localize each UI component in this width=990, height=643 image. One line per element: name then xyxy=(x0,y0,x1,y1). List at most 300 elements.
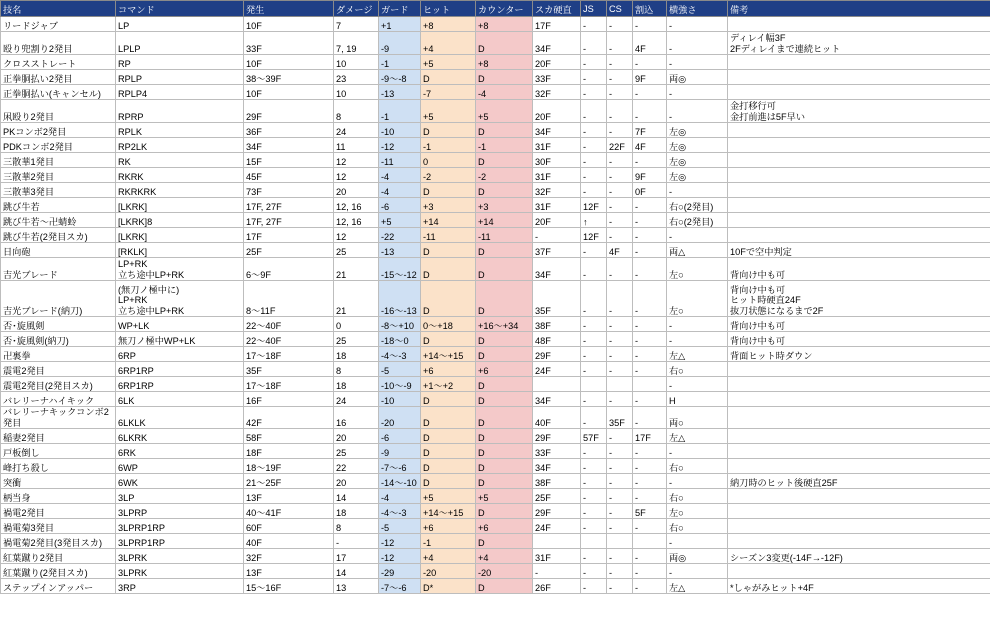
counter-cell: D xyxy=(476,459,533,474)
startup-cell: 15～16F xyxy=(244,579,334,594)
whiff-recovery-cell xyxy=(533,377,581,392)
cs-cell: - xyxy=(607,549,633,564)
counter-cell: D xyxy=(476,281,533,317)
column-header: ガード xyxy=(379,1,421,17)
table-row xyxy=(1,347,990,362)
js-cell: 12F xyxy=(581,228,607,243)
move-name-cell: 跳び牛若 xyxy=(1,198,116,213)
table-row xyxy=(1,168,990,183)
command-cell: RK xyxy=(116,153,244,168)
counter-cell: -2 xyxy=(476,168,533,183)
interrupt-cell: - xyxy=(633,17,667,32)
hit-cell: -2 xyxy=(421,168,476,183)
damage-cell: 25 xyxy=(334,444,379,459)
cs-cell: - xyxy=(607,347,633,362)
guard-cell: -14～-10 xyxy=(379,474,421,489)
cs-cell: - xyxy=(607,317,633,332)
js-cell xyxy=(581,377,607,392)
lateral-cell: - xyxy=(667,534,728,549)
table-row xyxy=(1,55,990,70)
hit-cell: D xyxy=(421,243,476,258)
cs-cell xyxy=(607,534,633,549)
js-cell: - xyxy=(581,519,607,534)
js-cell: - xyxy=(581,85,607,100)
counter-cell: D xyxy=(476,123,533,138)
lateral-cell: - xyxy=(667,17,728,32)
damage-cell: 20 xyxy=(334,474,379,489)
js-cell: - xyxy=(581,362,607,377)
move-name-cell: 紅葉蹴り(2発目スカ) xyxy=(1,564,116,579)
move-name-cell: 跳び牛若～卍蜻蛉 xyxy=(1,213,116,228)
cs-cell: - xyxy=(607,123,633,138)
table-row xyxy=(1,549,990,564)
cs-cell: - xyxy=(607,258,633,281)
notes-cell xyxy=(728,17,990,32)
guard-cell: -5 xyxy=(379,519,421,534)
guard-cell: -6 xyxy=(379,429,421,444)
guard-cell: -29 xyxy=(379,564,421,579)
counter-cell: D xyxy=(476,579,533,594)
table-row xyxy=(1,258,990,281)
whiff-recovery-cell: 38F xyxy=(533,317,581,332)
damage-cell: 20 xyxy=(334,183,379,198)
move-name-cell: 吉光ブレード(納刀) xyxy=(1,281,116,317)
damage-cell: - xyxy=(334,534,379,549)
interrupt-cell: - xyxy=(633,347,667,362)
notes-cell xyxy=(728,489,990,504)
notes-cell xyxy=(728,392,990,407)
damage-cell: 25 xyxy=(334,243,379,258)
hit-cell: D xyxy=(421,392,476,407)
guard-cell: -5 xyxy=(379,362,421,377)
guard-cell: -7～-6 xyxy=(379,579,421,594)
counter-cell: -20 xyxy=(476,564,533,579)
notes-cell: 背面ヒット時ダウン xyxy=(728,347,990,362)
command-cell: RKRKRK xyxy=(116,183,244,198)
table-row xyxy=(1,564,990,579)
startup-cell: 18F xyxy=(244,444,334,459)
lateral-cell: 左◎ xyxy=(667,123,728,138)
table-row xyxy=(1,213,990,228)
lateral-cell: 左△ xyxy=(667,347,728,362)
js-cell: - xyxy=(581,317,607,332)
cs-cell: - xyxy=(607,489,633,504)
command-cell: 6WK xyxy=(116,474,244,489)
command-cell: RPRP xyxy=(116,100,244,123)
interrupt-cell: 9F xyxy=(633,168,667,183)
table-row xyxy=(1,332,990,347)
js-cell: - xyxy=(581,549,607,564)
whiff-recovery-cell: 34F xyxy=(533,392,581,407)
js-cell: - xyxy=(581,407,607,429)
hit-cell: D xyxy=(421,474,476,489)
startup-cell: 40～41F xyxy=(244,504,334,519)
whiff-recovery-cell: 20F xyxy=(533,100,581,123)
lateral-cell: 右○ xyxy=(667,519,728,534)
whiff-recovery-cell: 37F xyxy=(533,243,581,258)
damage-cell: 18 xyxy=(334,504,379,519)
command-cell: 3RP xyxy=(116,579,244,594)
damage-cell: 10 xyxy=(334,85,379,100)
damage-cell: 12 xyxy=(334,153,379,168)
move-name-cell: 正拳胴払い(キャンセル) xyxy=(1,85,116,100)
hit-cell: +6 xyxy=(421,519,476,534)
guard-cell: -10～-9 xyxy=(379,377,421,392)
notes-cell: 背向け中も可 xyxy=(728,317,990,332)
guard-cell: -9 xyxy=(379,32,421,55)
command-cell: 3LP xyxy=(116,489,244,504)
lateral-cell: 右○(2発目) xyxy=(667,213,728,228)
startup-cell: 22～40F xyxy=(244,317,334,332)
interrupt-cell: - xyxy=(633,362,667,377)
js-cell: 12F xyxy=(581,198,607,213)
startup-cell: 18～19F xyxy=(244,459,334,474)
hit-cell: D xyxy=(421,70,476,85)
table-row xyxy=(1,534,990,549)
damage-cell: 7, 19 xyxy=(334,32,379,55)
move-name-cell: 凩殴り2発目 xyxy=(1,100,116,123)
hit-cell: -20 xyxy=(421,564,476,579)
hit-cell: +4 xyxy=(421,549,476,564)
command-cell: 3LPRP xyxy=(116,504,244,519)
notes-cell xyxy=(728,138,990,153)
whiff-recovery-cell: 34F xyxy=(533,258,581,281)
hit-cell: D xyxy=(421,429,476,444)
cs-cell: - xyxy=(607,183,633,198)
notes-cell: ディレイ幅3F 2Fディレイまで連続ヒット xyxy=(728,32,990,55)
js-cell: - xyxy=(581,332,607,347)
notes-cell: 背向け中も可 xyxy=(728,332,990,347)
cs-cell: - xyxy=(607,332,633,347)
move-name-cell: ステップインアッパー xyxy=(1,579,116,594)
hit-cell: -1 xyxy=(421,534,476,549)
whiff-recovery-cell: - xyxy=(533,564,581,579)
table-row xyxy=(1,317,990,332)
damage-cell: 12, 16 xyxy=(334,213,379,228)
guard-cell: -16～-13 xyxy=(379,281,421,317)
table-row xyxy=(1,32,990,55)
guard-cell: -12 xyxy=(379,534,421,549)
guard-cell: -11 xyxy=(379,153,421,168)
hit-cell: -11 xyxy=(421,228,476,243)
js-cell: - xyxy=(581,100,607,123)
startup-cell: 10F xyxy=(244,55,334,70)
cs-cell: 22F xyxy=(607,138,633,153)
startup-cell: 17～18F xyxy=(244,347,334,362)
js-cell: - xyxy=(581,55,607,70)
command-cell: 6LKLK xyxy=(116,407,244,429)
js-cell: - xyxy=(581,347,607,362)
move-name-cell: 正拳胴払い2発目 xyxy=(1,70,116,85)
counter-cell: -1 xyxy=(476,138,533,153)
interrupt-cell: - xyxy=(633,85,667,100)
column-header: JS xyxy=(581,1,607,17)
lateral-cell: - xyxy=(667,474,728,489)
counter-cell: -4 xyxy=(476,85,533,100)
guard-cell: -6 xyxy=(379,198,421,213)
notes-cell: 背向け中も可 xyxy=(728,258,990,281)
cs-cell: - xyxy=(607,444,633,459)
counter-cell: D xyxy=(476,392,533,407)
damage-cell: 18 xyxy=(334,377,379,392)
whiff-recovery-cell: 33F xyxy=(533,444,581,459)
hit-cell: +4 xyxy=(421,32,476,55)
move-name-cell: 否･旋風剣 xyxy=(1,317,116,332)
guard-cell: -13 xyxy=(379,85,421,100)
table-row xyxy=(1,17,990,32)
column-header: CS xyxy=(607,1,633,17)
command-cell: (無刀ノ極中に) LP+RK 立ち途中LP+RK xyxy=(116,281,244,317)
startup-cell: 21～25F xyxy=(244,474,334,489)
move-name-cell: クロスストレート xyxy=(1,55,116,70)
startup-cell: 10F xyxy=(244,85,334,100)
whiff-recovery-cell: 24F xyxy=(533,362,581,377)
interrupt-cell: - xyxy=(633,258,667,281)
damage-cell: 7 xyxy=(334,17,379,32)
damage-cell: 22 xyxy=(334,459,379,474)
hit-cell: D xyxy=(421,407,476,429)
hit-cell: 0 xyxy=(421,153,476,168)
notes-cell xyxy=(728,377,990,392)
notes-cell xyxy=(728,55,990,70)
table-row xyxy=(1,138,990,153)
whiff-recovery-cell: 35F xyxy=(533,281,581,317)
damage-cell: 13 xyxy=(334,579,379,594)
guard-cell: -4 xyxy=(379,168,421,183)
damage-cell: 12 xyxy=(334,168,379,183)
whiff-recovery-cell: 32F xyxy=(533,85,581,100)
cs-cell: - xyxy=(607,429,633,444)
cs-cell: - xyxy=(607,198,633,213)
notes-cell xyxy=(728,504,990,519)
damage-cell: 24 xyxy=(334,123,379,138)
lateral-cell: 左△ xyxy=(667,429,728,444)
command-cell: 6LKRK xyxy=(116,429,244,444)
startup-cell: 34F xyxy=(244,138,334,153)
startup-cell: 8～11F xyxy=(244,281,334,317)
js-cell: - xyxy=(581,258,607,281)
whiff-recovery-cell: 30F xyxy=(533,153,581,168)
damage-cell: 21 xyxy=(334,258,379,281)
hit-cell: 0～+18 xyxy=(421,317,476,332)
table-row xyxy=(1,519,990,534)
cs-cell: - xyxy=(607,100,633,123)
hit-cell: +1～+2 xyxy=(421,377,476,392)
hit-cell: D xyxy=(421,281,476,317)
command-cell: RP2LK xyxy=(116,138,244,153)
whiff-recovery-cell: 33F xyxy=(533,70,581,85)
interrupt-cell: - xyxy=(633,243,667,258)
hit-cell: D xyxy=(421,258,476,281)
startup-cell: 16F xyxy=(244,392,334,407)
startup-cell: 6～9F xyxy=(244,258,334,281)
lateral-cell: - xyxy=(667,100,728,123)
table-row xyxy=(1,429,990,444)
counter-cell: D xyxy=(476,243,533,258)
lateral-cell: 左○ xyxy=(667,504,728,519)
interrupt-cell: 4F xyxy=(633,138,667,153)
header-row xyxy=(1,1,990,17)
guard-cell: -7～-6 xyxy=(379,459,421,474)
move-name-cell: 震電2発目 xyxy=(1,362,116,377)
command-cell: [RKLK] xyxy=(116,243,244,258)
whiff-recovery-cell: 20F xyxy=(533,55,581,70)
command-cell: 無刀ノ極中WP+LK xyxy=(116,332,244,347)
command-cell: RKRK xyxy=(116,168,244,183)
js-cell: - xyxy=(581,70,607,85)
lateral-cell: 右○ xyxy=(667,489,728,504)
startup-cell: 17F xyxy=(244,228,334,243)
cs-cell: - xyxy=(607,70,633,85)
damage-cell: 16 xyxy=(334,407,379,429)
damage-cell: 20 xyxy=(334,429,379,444)
guard-cell: -13 xyxy=(379,243,421,258)
interrupt-cell: - xyxy=(633,281,667,317)
whiff-recovery-cell: 34F xyxy=(533,32,581,55)
hit-cell: D xyxy=(421,183,476,198)
cs-cell: - xyxy=(607,228,633,243)
column-header: ヒット xyxy=(421,1,476,17)
startup-cell: 36F xyxy=(244,123,334,138)
guard-cell: -15～-12 xyxy=(379,258,421,281)
startup-cell: 10F xyxy=(244,17,334,32)
counter-cell: D xyxy=(476,377,533,392)
table-row xyxy=(1,123,990,138)
lateral-cell: 右○ xyxy=(667,459,728,474)
js-cell: - xyxy=(581,32,607,55)
counter-cell: +8 xyxy=(476,55,533,70)
move-name-cell: 三散華3発目 xyxy=(1,183,116,198)
move-name-cell: 禍電菊2発目(3発目スカ) xyxy=(1,534,116,549)
lateral-cell: 両◎ xyxy=(667,549,728,564)
command-cell: 6WP xyxy=(116,459,244,474)
guard-cell: -4～-3 xyxy=(379,504,421,519)
table-row xyxy=(1,474,990,489)
table-row xyxy=(1,153,990,168)
notes-cell xyxy=(728,362,990,377)
interrupt-cell: 7F xyxy=(633,123,667,138)
guard-cell: -9 xyxy=(379,444,421,459)
startup-cell: 17F, 27F xyxy=(244,213,334,228)
notes-cell xyxy=(728,519,990,534)
interrupt-cell xyxy=(633,534,667,549)
hit-cell: +8 xyxy=(421,17,476,32)
notes-cell: シーズン3変更(-14F→-12F) xyxy=(728,549,990,564)
cs-cell: - xyxy=(607,153,633,168)
interrupt-cell xyxy=(633,377,667,392)
guard-cell: -22 xyxy=(379,228,421,243)
command-cell: RPLP xyxy=(116,70,244,85)
command-cell: LPLP xyxy=(116,32,244,55)
whiff-recovery-cell: 34F xyxy=(533,123,581,138)
hit-cell: +6 xyxy=(421,362,476,377)
hit-cell: +3 xyxy=(421,198,476,213)
damage-cell: 24 xyxy=(334,392,379,407)
table-row xyxy=(1,579,990,594)
counter-cell: D xyxy=(476,347,533,362)
counter-cell: -11 xyxy=(476,228,533,243)
table-row xyxy=(1,392,990,407)
startup-cell: 58F xyxy=(244,429,334,444)
startup-cell: 60F xyxy=(244,519,334,534)
damage-cell: 14 xyxy=(334,489,379,504)
guard-cell: -12 xyxy=(379,138,421,153)
interrupt-cell: 9F xyxy=(633,70,667,85)
interrupt-cell: - xyxy=(633,228,667,243)
column-header: スカ硬直 xyxy=(533,1,581,17)
damage-cell: 23 xyxy=(334,70,379,85)
lateral-cell: - xyxy=(667,444,728,459)
move-name-cell: 震電2発目(2発目スカ) xyxy=(1,377,116,392)
notes-cell: *しゃがみヒット+4F xyxy=(728,579,990,594)
command-cell: 6RK xyxy=(116,444,244,459)
notes-cell: 金打移行可 金打前進は5F早い xyxy=(728,100,990,123)
lateral-cell: 左◎ xyxy=(667,153,728,168)
move-name-cell: 紅葉蹴り2発目 xyxy=(1,549,116,564)
table-body xyxy=(1,17,990,594)
hit-cell: D* xyxy=(421,579,476,594)
interrupt-cell: 0F xyxy=(633,183,667,198)
cs-cell: 35F xyxy=(607,407,633,429)
lateral-cell: 右○(2発目) xyxy=(667,198,728,213)
interrupt-cell: - xyxy=(633,549,667,564)
cs-cell: - xyxy=(607,504,633,519)
guard-cell: -9～-8 xyxy=(379,70,421,85)
js-cell: - xyxy=(581,444,607,459)
damage-cell: 17 xyxy=(334,549,379,564)
lateral-cell: - xyxy=(667,55,728,70)
startup-cell: 33F xyxy=(244,32,334,55)
whiff-recovery-cell: 26F xyxy=(533,579,581,594)
notes-cell xyxy=(728,123,990,138)
table-row xyxy=(1,504,990,519)
column-header: 横強さ xyxy=(667,1,728,17)
startup-cell: 45F xyxy=(244,168,334,183)
notes-cell xyxy=(728,168,990,183)
lateral-cell: - xyxy=(667,85,728,100)
whiff-recovery-cell: 32F xyxy=(533,183,581,198)
lateral-cell: - xyxy=(667,228,728,243)
notes-cell xyxy=(728,459,990,474)
move-name-cell: PKコンボ2発目 xyxy=(1,123,116,138)
command-cell: 6RP1RP xyxy=(116,377,244,392)
startup-cell: 25F xyxy=(244,243,334,258)
command-cell: [LKRK] xyxy=(116,228,244,243)
counter-cell: D xyxy=(476,474,533,489)
move-name-cell: 三散華1発目 xyxy=(1,153,116,168)
cs-cell: - xyxy=(607,17,633,32)
whiff-recovery-cell: 29F xyxy=(533,347,581,362)
damage-cell: 14 xyxy=(334,564,379,579)
whiff-recovery-cell: 25F xyxy=(533,489,581,504)
interrupt-cell: - xyxy=(633,332,667,347)
move-name-cell: 稲妻2発目 xyxy=(1,429,116,444)
js-cell: - xyxy=(581,123,607,138)
interrupt-cell: - xyxy=(633,213,667,228)
startup-cell: 17～18F xyxy=(244,377,334,392)
counter-cell: +14 xyxy=(476,213,533,228)
table-row xyxy=(1,281,990,317)
counter-cell: +4 xyxy=(476,549,533,564)
lateral-cell: 右○ xyxy=(667,362,728,377)
whiff-recovery-cell: 20F xyxy=(533,213,581,228)
table-row xyxy=(1,183,990,198)
js-cell: ↑ xyxy=(581,213,607,228)
move-name-cell: バレリーナハイキック xyxy=(1,392,116,407)
hit-cell: D xyxy=(421,332,476,347)
table-row xyxy=(1,228,990,243)
cs-cell xyxy=(607,377,633,392)
